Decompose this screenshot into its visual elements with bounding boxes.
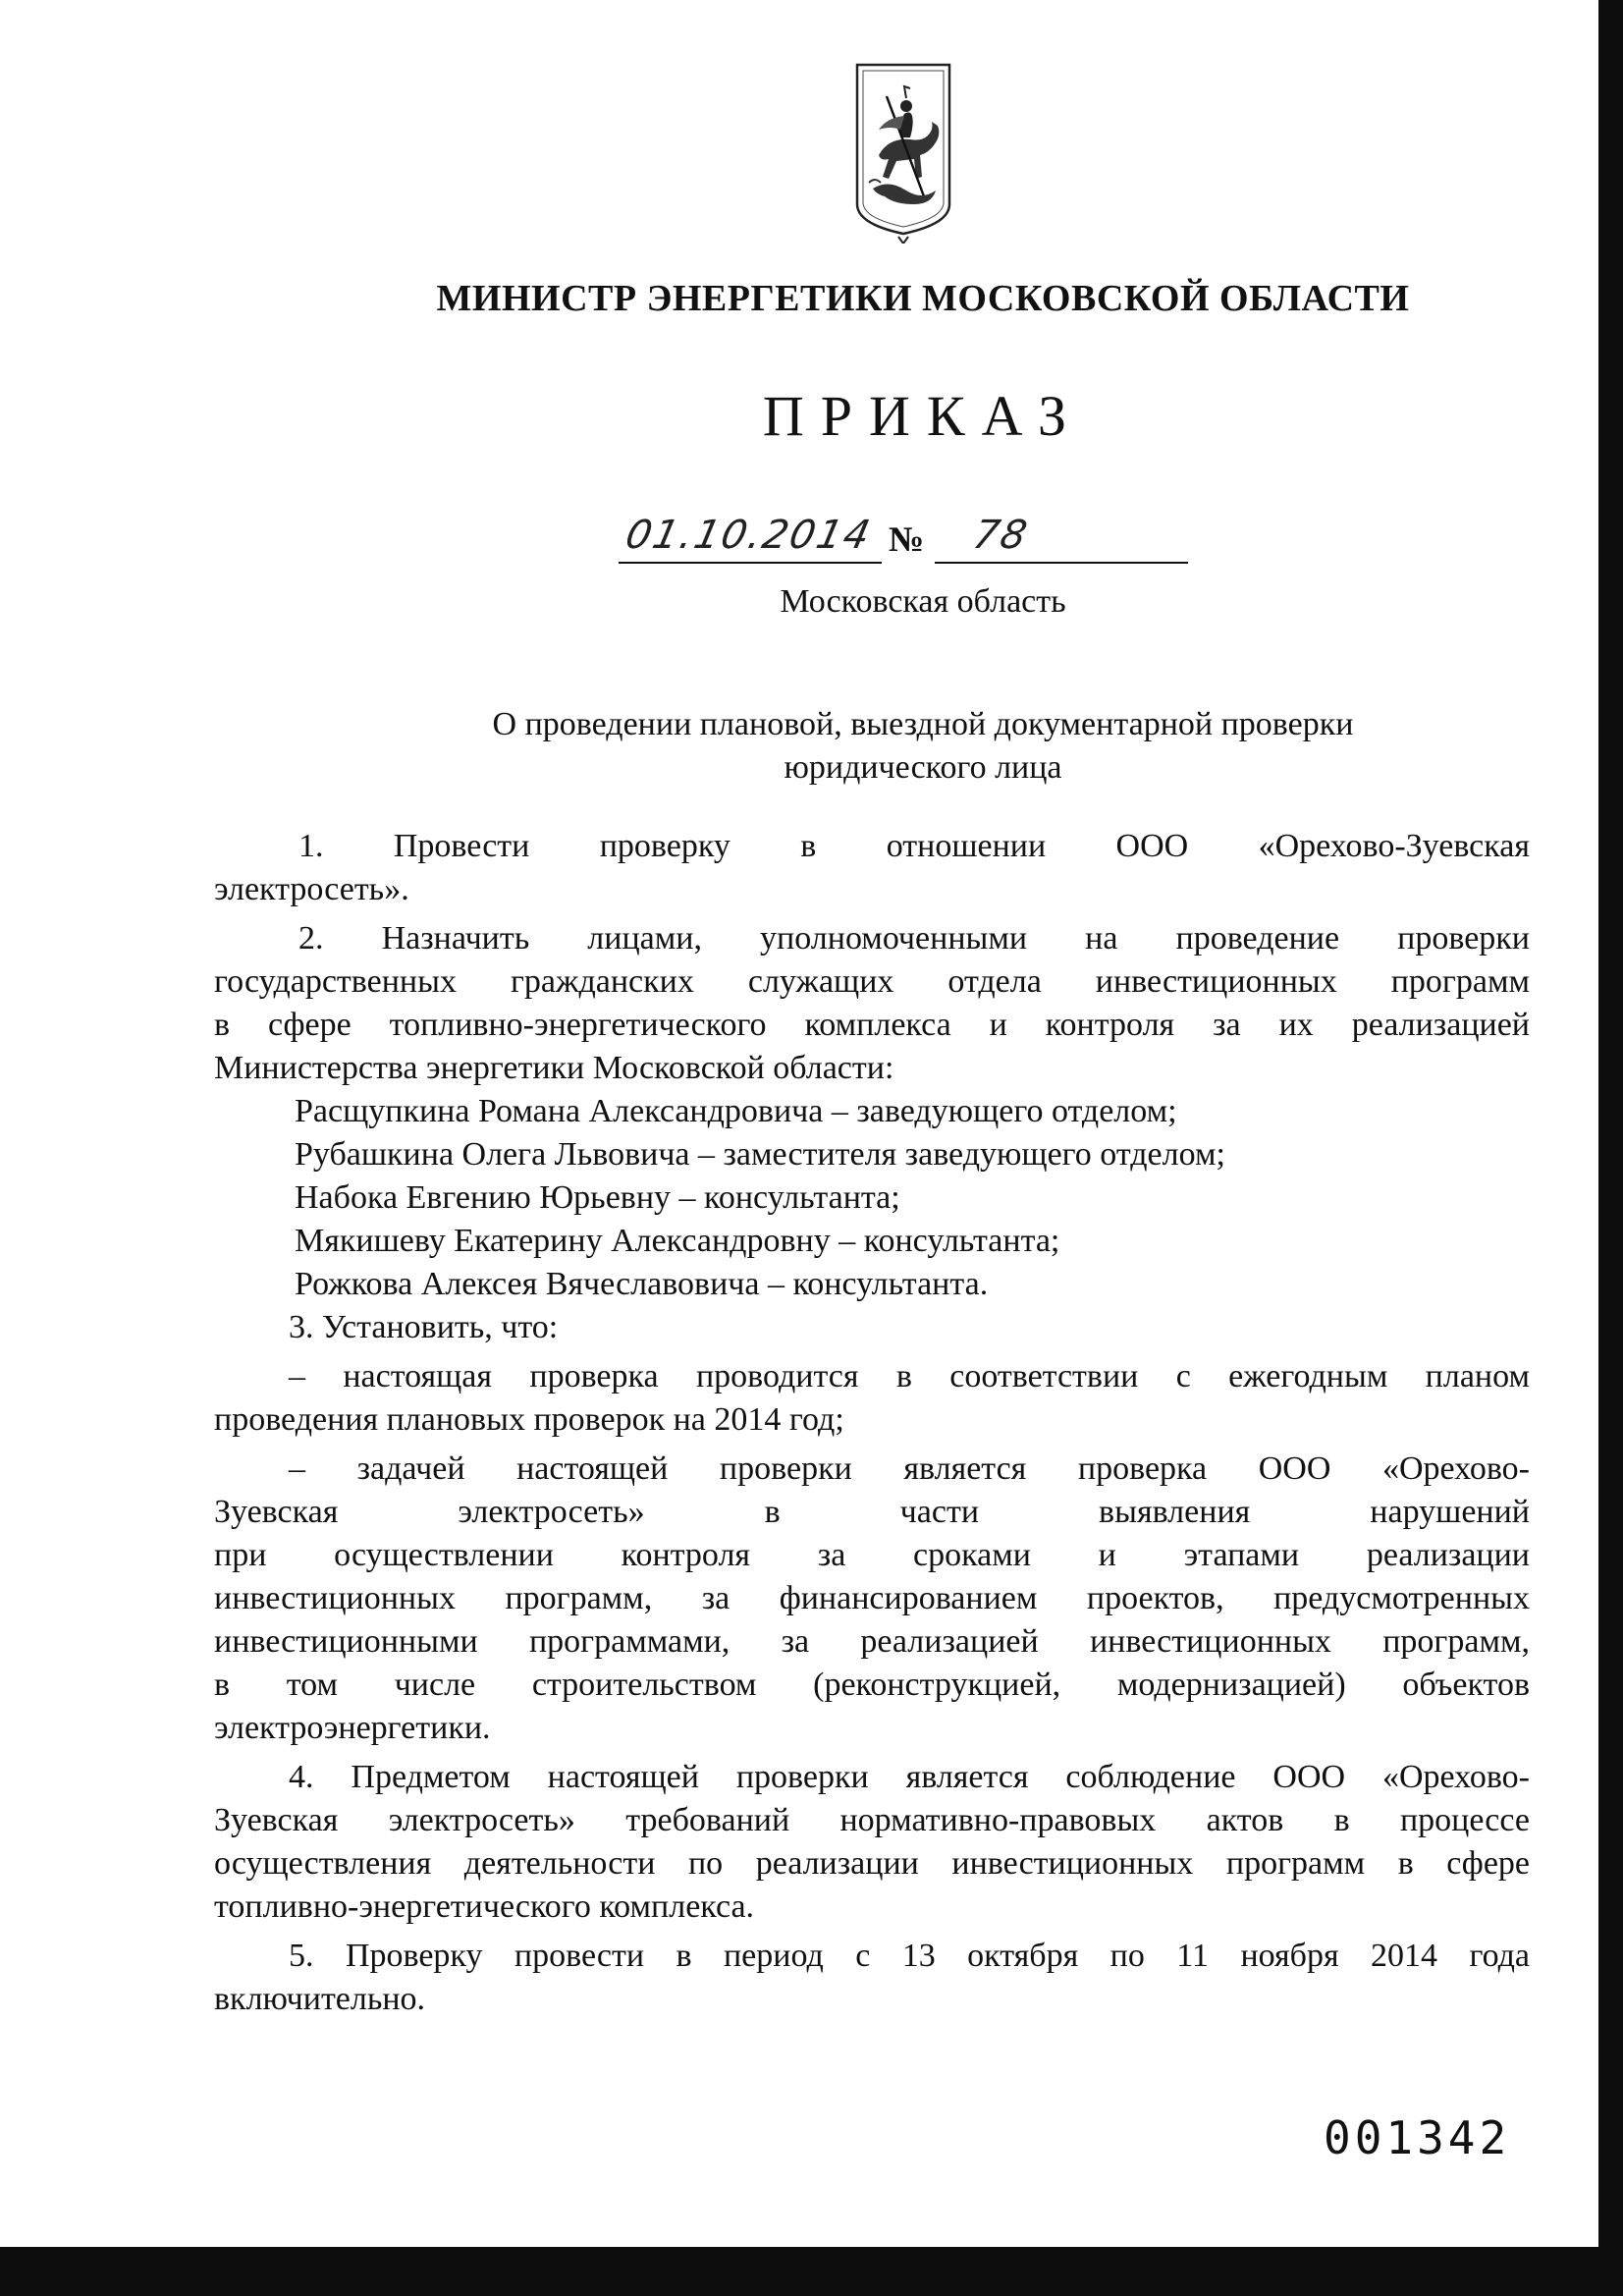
text-line: в том числе строительством (реконструкцией, модернизацией) объектов bbox=[214, 1667, 1530, 1703]
order-body bbox=[214, 825, 1530, 2021]
text-line: 4. Предметом настоящей проверки является соблюдение ООО «Орехово- bbox=[289, 1759, 1530, 1795]
inspector-list-item: Рожкова Алексея Вячеславовича – консультанта. bbox=[295, 1266, 989, 1302]
text-line: Министерства энергетики Московской области: bbox=[214, 1050, 894, 1086]
inspector-list-item: Расщупкина Романа Александровича – заведующего отделом; bbox=[295, 1093, 1177, 1129]
text-line: Зуевская электросеть» в части выявления нарушений bbox=[214, 1494, 1530, 1530]
text-line: электросеть». bbox=[214, 871, 409, 907]
order-number-field bbox=[935, 511, 1188, 564]
text-line: при осуществлении контроля за сроками и этапами реализации bbox=[214, 1537, 1530, 1573]
text-line: – задачей настоящей проверки является проверка ООО «Орехово- bbox=[289, 1450, 1530, 1487]
text-line: 2. Назначить лицами, уполномоченными на проведение проверки bbox=[298, 920, 1530, 957]
paragraph-3 bbox=[214, 1306, 1530, 1750]
paragraph-1 bbox=[214, 825, 1530, 911]
text-line: 5. Проверку провести в период с 13 октября по 11 ноября 2014 года bbox=[289, 1938, 1530, 1974]
text-line: проведения плановых проверок на 2014 год; bbox=[214, 1401, 844, 1438]
coat-of-arms-icon bbox=[849, 57, 957, 244]
paragraph-2 bbox=[214, 917, 1530, 1306]
number-sign: № bbox=[889, 519, 925, 559]
text-line: осуществления деятельности по реализации инвестиционных программ в сфере bbox=[214, 1845, 1530, 1882]
order-subject bbox=[295, 703, 1551, 790]
text-line: государственных гражданских служащих отдела инвестиционных программ bbox=[214, 963, 1530, 1000]
text-line: инвестиционных программ, за финансированием проектов, предусмотренных bbox=[214, 1580, 1530, 1616]
text-line: 3. Установить, что: bbox=[289, 1309, 559, 1345]
paragraph-5 bbox=[214, 1935, 1530, 2021]
text-line: – настоящая проверка проводится в соответствии с ежегодным планом bbox=[289, 1358, 1530, 1394]
text-line: инвестиционными программами, за реализацией инвестиционных программ, bbox=[214, 1623, 1530, 1660]
order-date-value: 01.10.2014 bbox=[622, 513, 876, 558]
inspector-list-item: Рубашкина Олега Львовича – заместителя заведующего отделом; bbox=[295, 1136, 1225, 1173]
text-line: топливно-энергетического комплекса. bbox=[214, 1888, 755, 1925]
subject-line: О проведении плановой, выездной документарной проверки bbox=[492, 706, 1354, 742]
inspector-list-item: Мякишеву Екатерину Александровну – консультанта; bbox=[295, 1223, 1060, 1259]
paragraph-4 bbox=[214, 1756, 1530, 1929]
text-line: Зуевская электросеть» требований нормативно-правовых актов в процессе bbox=[214, 1802, 1530, 1838]
subject-line: юридического лица bbox=[784, 749, 1062, 786]
order-number-value: 78 bbox=[969, 513, 1033, 558]
inspector-list-item: Набока Евгению Юрьевну – консультанта; bbox=[295, 1179, 900, 1216]
place-of-issue: Московская область bbox=[780, 583, 1066, 620]
ministry-heading: МИНИСТР ЭНЕРГЕТИКИ МОСКОВСКОЙ ОБЛАСТИ bbox=[436, 278, 1410, 319]
text-line: в сфере топливно-энергетического комплекса и контроля за их реализацией bbox=[214, 1007, 1530, 1043]
order-date-field bbox=[619, 511, 882, 564]
text-line: электроэнергетики. bbox=[214, 1710, 491, 1746]
text-line: 1. Провести проверку в отношении ООО «Орехово-Зуевская bbox=[298, 828, 1530, 864]
date-number-row bbox=[619, 511, 1208, 570]
document-type-title: ПРИКАЗ bbox=[762, 384, 1084, 448]
text-line: включительно. bbox=[214, 1981, 426, 2017]
serial-number: 001342 bbox=[1324, 2111, 1511, 2164]
